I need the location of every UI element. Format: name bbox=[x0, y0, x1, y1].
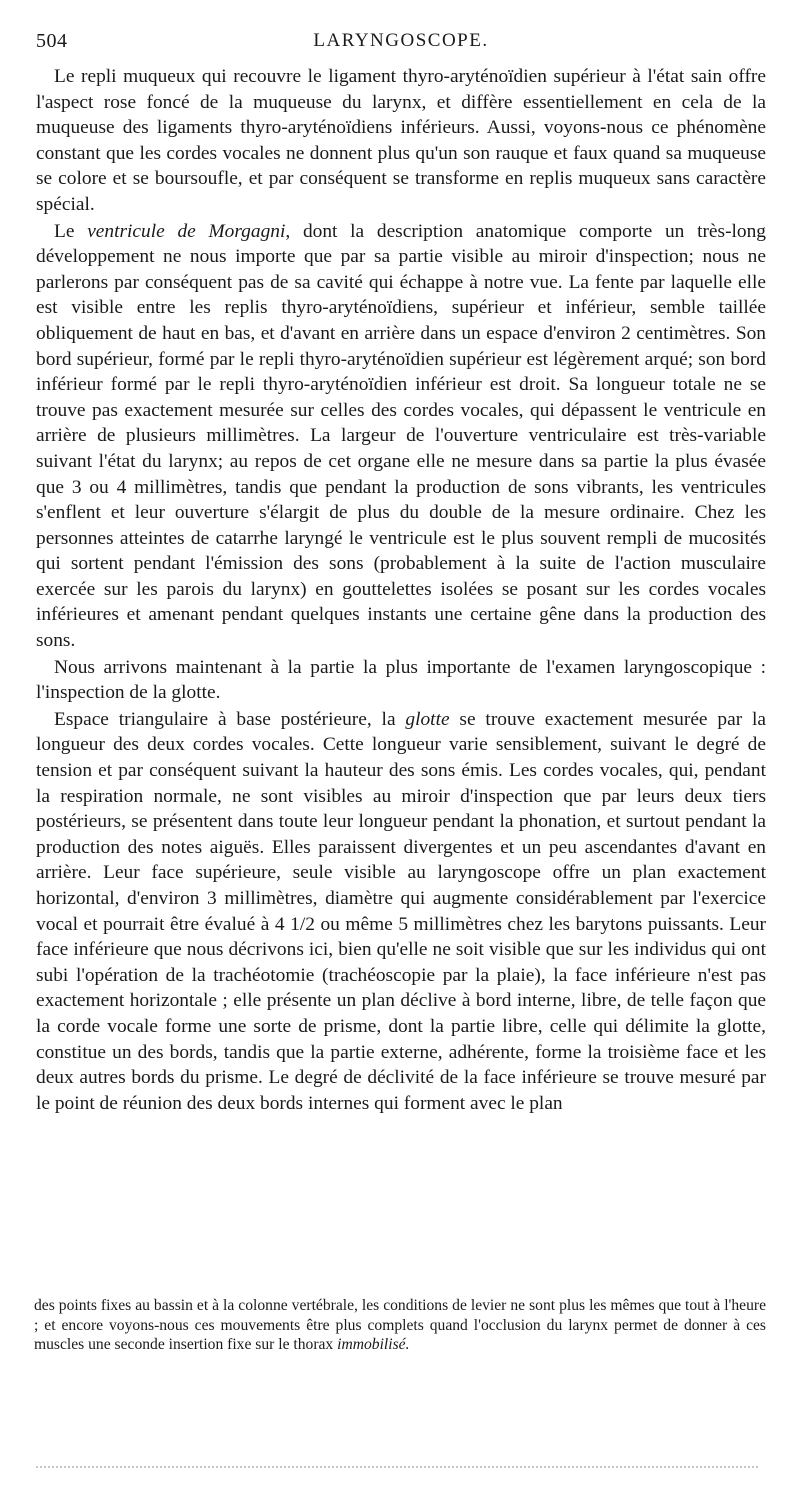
body-text bbox=[36, 64, 766, 1116]
footnote-paragraph bbox=[34, 1296, 766, 1355]
page-header bbox=[36, 30, 766, 60]
footnote bbox=[34, 1296, 766, 1355]
running-title: LARYNGOSCOPE. bbox=[313, 30, 489, 51]
paragraph-4-body: se trouve exactement mesurée par la longueur des deux cordes vocales. Cette longueur varie sensiblement, suivant le degré de tension et par conséquent suivant la hauteur des sons émis. Les cordes vocales, qui, pendant la respiration normale, ne sont visibles au miroir d'inspection que par leurs deux tiers postérieurs, se présentent dans toute leur longueur pendant la phonation, et surtout pendant la production des notes aiguës. Elles paraissent divergentes et un peu ascendantes d'avant en arrière. Leur face supérieure, seule visible au laryngoscope offre un plan exactement horizontal, d'environ 3 millimètres, diamètre qui augmente considérablement par l'exercice vocal et pourrait être évalué à 4 1/2 ou même 5 millimètres chez les barytons puissants. Leur face inférieure que nous décrivons ici, bien qu'elle ne soit visible que sur les individus qui ont subi l'opération de la trachéotomie (trachéoscopie par la plaie), la face inférieure n'est pas exactement horizontale ; elle présente un plan déclive à bord interne, libre, de telle façon que la corde vocale forme une sorte de prisme, dont la partie libre, celle qui délimite la glotte, constitue un des bords, tandis que la partie externe, adhérente, forme la troisième face et les deux autres bords du prisme. Le degré de déclivité de la face inférieure se trouve mesuré par le point de réunion des deux bords internes qui forment avec le plan bbox=[36, 708, 766, 1114]
paragraph-2 bbox=[36, 219, 766, 654]
paragraph-3: Nous arrivons maintenant à la partie la plus importante de l'examen laryngoscopique : l'inspection de la glotte. bbox=[36, 656, 766, 704]
paragraph-2-body: , dont la description anatomique comporte un très-long développement ne nous importe que par sa partie visible au miroir d'inspection; nous ne parlerons par conséquent pas de sa cavité qui échappe à notre vue. La fente par laquelle elle est visible entre les replis thyro-aryténoïdiens, supérieur et inférieur, semble taillée obliquement de haut en bas, et d'avant en arrière dans un espace d'environ 2 centimètres. Son bord supérieur, formé par le repli thyro-aryténoïdien supérieur est légèrement arqué; son bord inférieur formé par le repli thyro-aryténoïdien inférieur est droit. Sa longueur totale ne se trouve pas exactement mesurée sur celles des cordes vocales, qui dépassent le ventricule en arrière de plusieurs millimètres. La largeur de l'ouverture ventriculaire est très-variable suivant l'état du larynx; au repos de cet organe elle ne mesure dans sa partie la plus évasée que 3 ou 4 millimètres, tandis que pendant la production de sons vibrants, les ventricules s'enflent et leur ouverture s'élargit de plus du double de la mesure ordinaire. Chez les personnes atteintes de catarrhe laryngé le ventricule est le plus souvent rempli de mucosités qui sortent pendant l'émission des sons (probablement à la suite de l'action musculaire exercée sur les parois du larynx) en gouttelettes isolées se posant sur les cordes vocales inférieures et amenant pendant quelques instants une certaine gêne dans la production des sons. bbox=[36, 220, 766, 652]
footnote-text: des points fixes au bassin et à la colonne vertébrale, les conditions de levier ne sont plus les mêmes que tout à l'heure ; et encore voyons-nous ces mouvements être plus complets quand l'occlusion du larynx permet de donner à ces muscles une seconde insertion fixe sur le thorax bbox=[34, 1297, 766, 1354]
term-glotte: glotte bbox=[405, 708, 450, 730]
footnote-emphasis: immobilisé. bbox=[337, 1336, 410, 1354]
page-number: 504 bbox=[36, 30, 68, 52]
term-ventricule-de-morgagni: ventricule de Morgagni bbox=[87, 220, 286, 242]
paragraph-4-lead: Espace triangulaire à base postérieure, la bbox=[54, 708, 406, 730]
bottom-rule bbox=[36, 1466, 758, 1468]
paragraph-1: Le repli muqueux qui recouvre le ligament thyro-aryténoïdien supérieur à l'état sain offre l'aspect rose foncé de la muqueuse du larynx, et diffère essentiellement en cela de la muqueuse des ligaments thyro-aryténoïdiens inférieurs. Aussi, voyons-nous ce phénomène constant que les cordes vocales ne donnent plus qu'un son rauque et faux quand sa muqueuse se colore et se boursoufle, et par conséquent se transforme en replis muqueux sans caractère spécial. bbox=[36, 66, 766, 215]
paragraph-2-lead: Le bbox=[54, 220, 88, 242]
paragraph-4 bbox=[36, 707, 766, 1117]
